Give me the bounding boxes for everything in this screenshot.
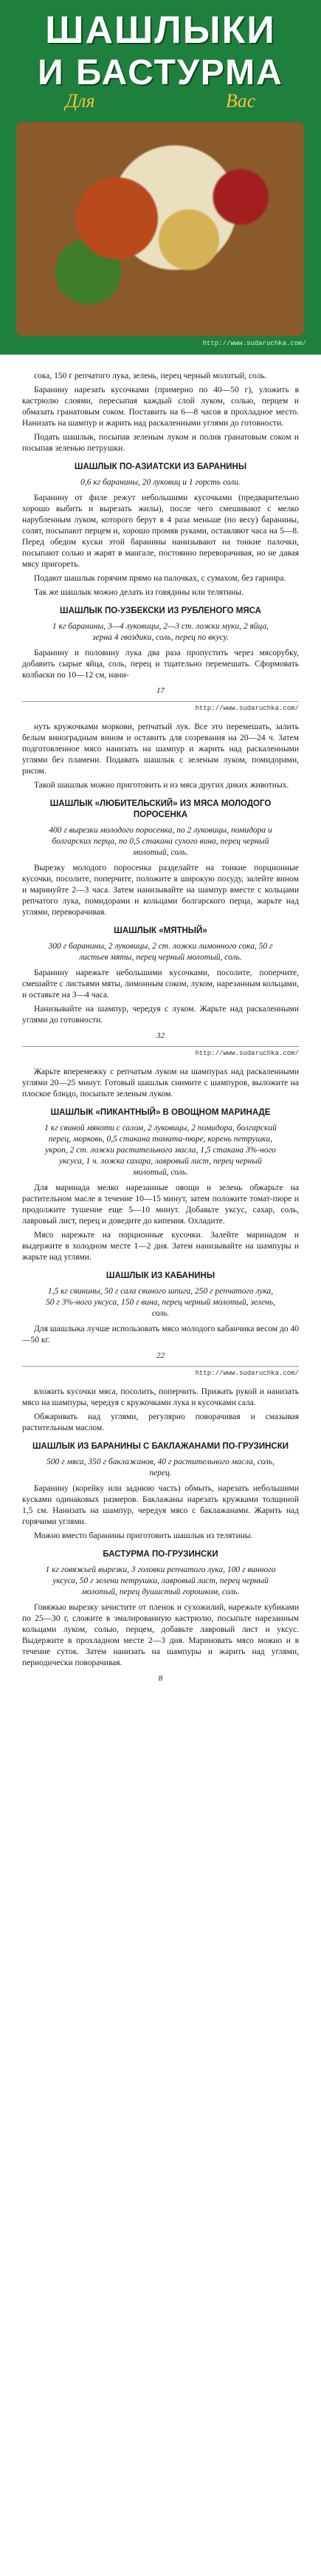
page-number: 32 [156, 1031, 165, 1040]
ingredients: 1 кг баранины, 3—4 луковицы, 2—3 ст. ложки муки, 2 яйца, зерна 4 гвоздики, соль, перец по вкусу. [52, 622, 269, 642]
recipe-heading: ШАШЛЫК ПО-УЗБЕКСКИ ИЗ РУБЛЕНОГО МЯСА [60, 607, 261, 615]
recipe-heading: ШАШЛЫК ПО-АЗИАТСКИ ИЗ БАРАНИНЫ [74, 462, 247, 471]
paragraph: вложить кусочки мяса, посолить, поперчить. Прижать рукой и нанизать мясо на шампуры, чередуя с кружочками лука и кусочками сала. [22, 1387, 299, 1407]
cover-subtitle-right: Вас [225, 90, 256, 112]
paragraph: Баранину от филе режут небольшими кусочками (предварительно хорошо выбить и вырезать жилы), после чего смешивают с мелко нарубленным луком, которого берут в 4 раза меньше (по весу) баранины, солят, посыпают перцем и, хорошо промяв руками, оставляют часа на 5—8. Перед обедом куски этой баранины нанизывают на тонкие палочки, посыпают солью и жарят в мангале, постоянно переворачивая, но не давая мясу пригореть. [22, 493, 299, 569]
paragraph: Для шашлыка лучше использовать мясо молодого кабанчика весом до 40—50 кг. [22, 1325, 299, 1345]
cover-food-photo [16, 122, 304, 336]
ingredients: 1 кг свиной мякоти с салом, 2 луковицы, 2 помидора, болгарский перец, морковь, 0,5 стакана томата-пюре, корень петрушки, укроп, 2 ст. ложки растительного масла, 1,5 стакана 3%-ного уксуса, 1 ч. ложка сахара, лавровый лист, перец черный молотый, соль. [44, 1124, 277, 1177]
paragraph: Подать шашлык, посыпав зеленым луком и полив гранатовым соком и посыпав зеленью петрушки. [22, 433, 299, 453]
paragraph: Говяжью вырезку зачистите от пленок и сухожилий, нарежьте кубиками по 25—30 г, сложите в эмалированную кастрюлю, посыпьте нарезанным кольцами луком, солью, перцем, добавьте лавровый лист и уксус. Выдержите в прохладном месте 2—3 дня. Мариновать мясо можно и в течение суток. Затем нанизать на шампуры и жарить над углями, периодически поворачивая. [22, 1603, 299, 1667]
page-22 [0, 1067, 321, 1379]
recipe-heading: БАСТУРМА ПО-ГРУЗИНСКИ [103, 1550, 218, 1559]
recipe-heading: ШАШЛЫК «ПИКАНТНЫЙ» В ОВОЩНОМ МАРИНАДЕ [50, 1108, 271, 1117]
paragraph: Мясо нарежьте на порционные кусочки. Залейте маринадом и выдержите в холодном месте 1—2 дня. Затем нанизывайте на шампуры и жарьте над углями. [22, 1231, 299, 1262]
page-number: 22 [156, 1351, 165, 1360]
page-number: 17 [156, 686, 165, 695]
divider [22, 1046, 299, 1047]
page-32 [0, 722, 321, 1059]
intro-text: сока, 150 г репчатого лука, зелень, перец черный молотый, соль. [34, 372, 267, 380]
source-url: http://www.sudaruchka.com/ [195, 1370, 299, 1377]
recipe-heading: ШАШЛЫК «МЯТНЫЙ» [114, 926, 207, 935]
divider [22, 701, 299, 702]
paragraph: Баранину нарезать кусочками (примерно по 40—50 г), уложить в кастрюлю слоями, пересыпая каждый слой луком, солью, перцем и обмазать гранатовым соком. Поставить на 6—8 часов в прохладное место. Нанизать на шампур и жарить над раскаленными углями до готовности. [22, 386, 299, 428]
paragraph: нуть кружочками моркови, репчатый лук. Все это перемешать, залить белым виноградным вином и оставить для созревания на 20—24 ч. Затем подготовленное мясо нанизать на шампур и жарить над раскаленными углями без пламени. Подавать шашлык с зеленым луком, помидорами, рисом. [22, 722, 299, 776]
ingredients: 1 кг говяжьей вырезки, 3 головки репчатого лука, 100 г винного уксуса, 50 г зелени петрушки, лавровый лист, перец черный молотый, перец душистый горошком, соль. [45, 1565, 276, 1596]
source-url: http://www.sudaruchka.com/ [195, 705, 299, 712]
cover-title-line2: И БАСТУРМА [38, 53, 283, 92]
ingredients: 1,5 кг свинины, 50 г сала свиного шпига, 250 г репчатого лука, 50 г 3%-ного уксуса, 150 г вина, перец черный молотый, зелень, соль. [46, 1287, 275, 1318]
ingredients: 300 г баранины, 2 луковицы, 2 ст. ложки лимонного сока, 50 г листьев мяты, перец черный молотый, соль. [48, 942, 273, 962]
paragraph: Нанизывайте на шампур, чередуя с луком. Жарьте над раскаленными углями до готовности. [22, 1005, 299, 1025]
divider [22, 1366, 299, 1367]
paragraph: Такой шашлык можно приготовить и из мяса других диких животных. [34, 781, 289, 790]
page-17 [0, 355, 321, 714]
ingredients: 500 г мяса, 350 г баклажанов, 40 г растительного масла, соль, перец. [46, 1458, 275, 1477]
cover-subtitle-left: Для [65, 90, 95, 112]
cover-url: http://www.sudaruchka.com/ [202, 340, 306, 347]
paragraph: Баранину нарежьте небольшими кусочками, посолите, поперчите, смешайте с листьями мяты, лимонным соком, луком, нарезанным кольцами, и оставьте на 3—4 часа. [22, 968, 299, 1000]
paragraph: Жарьте вперемежку с репчатым луком на шампурах над раскаленными углями 20—25 минут. Готовый шашлык снимите с шампуров, выложите на плоское блюдо, посыпьте зеленым луком. [22, 1067, 299, 1099]
paragraph: Вырезку молодого поросенка разделайте на тонкие порционные кусочки, посолите, поперчите, положите в широкую посуду, залейте вином и маринуйте 2—3 часа. Затем нанизывайте на шампур вместе с кольцами репчатого лука, помидорами и кольцами болгарского перца, жарьте над углями, переворачивая. [22, 864, 299, 917]
recipe-heading: ШАШЛЫК ИЗ БАРАНИНЫ С БАКЛАЖАНАМИ ПО-ГРУЗИНСКИ [32, 1442, 289, 1451]
paragraph: Подают шашлык горячим прямо на палочках, с сумахом, без гарнира. [34, 574, 286, 583]
cover [0, 0, 321, 355]
paragraph: Так же шашлык можно делать из говядины или телятины. [34, 588, 244, 597]
paragraph: Баранину и половину лука два раза пропустить через мясорубку, добавить сырые яйца, соль, перец и тщательно перемешать. Сформовать колбаски по 10—12 см, нани- [22, 649, 299, 680]
ingredients: 0,6 кг баранины, 20 луковиц и 1 горсть соли. [80, 478, 241, 487]
cover-subtitle [0, 90, 321, 112]
recipe-heading: ШАШЛЫК «ЛЮБИТЕЛЬСКИЙ» ИЗ МЯСА МОЛОДОГО ПОРОСЕНКА [49, 799, 272, 819]
paragraph: Баранину (корейку или заднюю часть) обмыть, нарезать небольшими кусками одинаковых размеров. Баклажаны нарезать кружками толщиной 1,5 см. Нанизать на шампур, чередуя мясо с баклажанами. Жарить над горячими углями. [22, 1484, 299, 1526]
cover-title-line1: ШАШЛЫКИ [45, 9, 276, 52]
page-8 [0, 1387, 321, 1684]
recipe-heading: ШАШЛЫК ИЗ КАБАНИНЫ [106, 1271, 215, 1280]
page-number: 8 [158, 1674, 163, 1683]
paragraph: Обжаривать над углями, регулярно поворачивая и смазывая растительным маслом. [22, 1412, 299, 1432]
ingredients: 400 г вырезки молодого поросенка, по 2 луковицы, помидора и болгарских перца, по 0,5 стакана сухого вина, перец черный молотый, соль. [49, 826, 272, 857]
paragraph: Можно вместо баранины приготовить шашлык из телятины. [34, 1531, 253, 1540]
source-url: http://www.sudaruchka.com/ [195, 1050, 299, 1057]
paragraph: Для маринада мелко нарезанные овощи и зелень обжарьте на растительном масле в течение 10—15 минут, затем положите томат-пюре и продолжите тушение еще 5—10 минут. Добавьте уксус, сахар, соль, лавровый лист, перец и доведите до кипения. Охладите. [22, 1183, 299, 1226]
